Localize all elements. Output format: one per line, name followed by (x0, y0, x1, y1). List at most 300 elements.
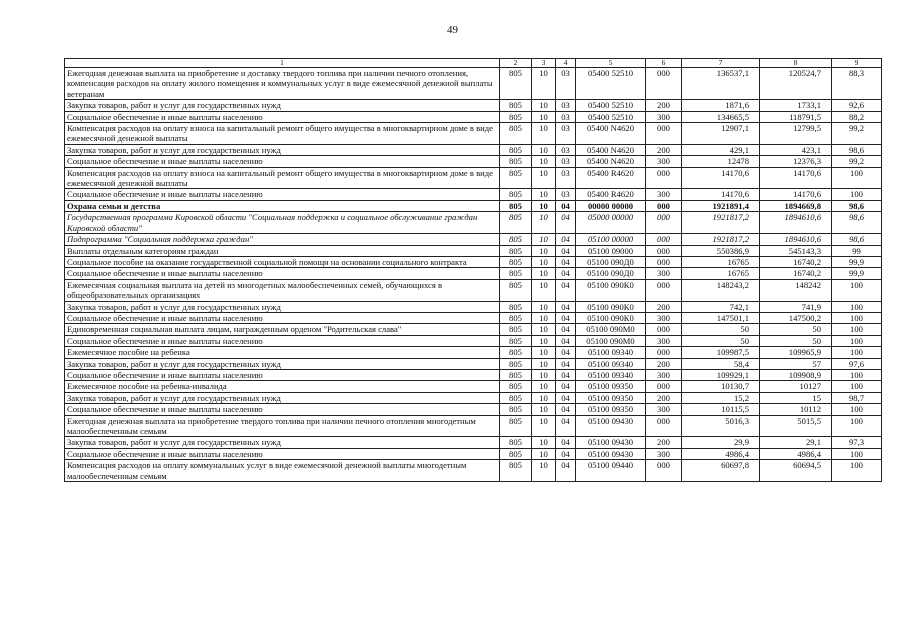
target-article-code-cell: 05100 090Д0 (576, 268, 646, 279)
expense-name-cell: Охрана семьи и детства (65, 200, 500, 211)
execution-percent-cell: 98,7 (832, 392, 882, 403)
executed-amount-cell: 1894610,6 (760, 212, 832, 234)
execution-percent-cell: 98,6 (832, 212, 882, 234)
section-code-cell: 10 (532, 279, 556, 301)
executed-amount-cell: 10112 (760, 404, 832, 415)
ministry-code-cell: 805 (500, 245, 532, 256)
table-row (65, 415, 882, 437)
column-header-5: 5 (576, 59, 646, 68)
execution-percent-cell: 100 (832, 167, 882, 189)
ministry-code-cell: 805 (500, 100, 532, 111)
target-article-code-cell: 05400 R4620 (576, 189, 646, 200)
expense-name-cell: Социальное обеспечение и иные выплаты населению (65, 369, 500, 380)
target-article-code-cell: 05400 N4620 (576, 156, 646, 167)
execution-percent-cell: 88,2 (832, 111, 882, 122)
expense-name-cell: Социальное обеспечение и иные выплаты населению (65, 111, 500, 122)
planned-amount-cell: 58,4 (682, 358, 760, 369)
subsection-code-cell: 04 (556, 437, 576, 448)
expense-name-cell: Компенсация расходов на оплату коммунальных услуг в виде ежемесячной денежной выплаты многодетным малообеспеченным семьям (65, 460, 500, 482)
table-row (65, 245, 882, 256)
ministry-code-cell: 805 (500, 347, 532, 358)
table-row (65, 156, 882, 167)
subsection-code-cell: 04 (556, 245, 576, 256)
expense-type-code-cell: 000 (646, 212, 682, 234)
table-row (65, 212, 882, 234)
subsection-code-cell: 04 (556, 381, 576, 392)
execution-percent-cell: 100 (832, 312, 882, 323)
target-article-code-cell: 05100 09350 (576, 381, 646, 392)
expense-name-cell: Ежегодная денежная выплата на приобретение и доставку твердого топлива при наличии печного отопления, компенсация расходов на оплату жилого помещения и коммунальных услуг в виде ежемесячной денежной выплаты ветеранам (65, 68, 500, 100)
table-row (65, 200, 882, 211)
expense-name-cell: Компенсация расходов на оплату взноса на капитальный ремонт общего имущества в многоквартирном доме в виде ежемесячной денежной выплаты (65, 123, 500, 145)
target-article-code-cell: 05100 09350 (576, 392, 646, 403)
column-header-6: 6 (646, 59, 682, 68)
planned-amount-cell: 50 (682, 335, 760, 346)
expense-name-cell: Социальное обеспечение и иные выплаты населению (65, 312, 500, 323)
planned-amount-cell: 10115,5 (682, 404, 760, 415)
execution-percent-cell: 88,3 (832, 68, 882, 100)
ministry-code-cell: 805 (500, 404, 532, 415)
executed-amount-cell: 57 (760, 358, 832, 369)
ministry-code-cell: 805 (500, 392, 532, 403)
section-code-cell: 10 (532, 347, 556, 358)
table-row (65, 335, 882, 346)
expense-name-cell: Ежегодная денежная выплата на приобретение твердого топлива при наличии печного отопления многодетным малообеспеченным семьям (65, 415, 500, 437)
expense-name-cell: Закупка товаров, работ и услуг для государственных нужд (65, 144, 500, 155)
budget-table (64, 58, 882, 482)
execution-percent-cell: 100 (832, 324, 882, 335)
ministry-code-cell: 805 (500, 437, 532, 448)
execution-percent-cell: 98,6 (832, 234, 882, 245)
planned-amount-cell: 15,2 (682, 392, 760, 403)
ministry-code-cell: 805 (500, 312, 532, 323)
ministry-code-cell: 805 (500, 268, 532, 279)
expense-name-cell: Социальное обеспечение и иные выплаты населению (65, 404, 500, 415)
executed-amount-cell: 50 (760, 324, 832, 335)
subsection-code-cell: 03 (556, 167, 576, 189)
expense-type-code-cell: 300 (646, 404, 682, 415)
subsection-code-cell: 04 (556, 301, 576, 312)
target-article-code-cell: 05400 52510 (576, 100, 646, 111)
expense-type-code-cell: 300 (646, 448, 682, 459)
expense-type-code-cell: 000 (646, 347, 682, 358)
table-row (65, 189, 882, 200)
section-code-cell: 10 (532, 369, 556, 380)
execution-percent-cell: 100 (832, 369, 882, 380)
expense-name-cell: Ежемесячное пособие на ребенка-инвалида (65, 381, 500, 392)
expense-name-cell: Единовременная социальная выплата лицам, награжденным орденом "Родительская слава" (65, 324, 500, 335)
subsection-code-cell: 03 (556, 156, 576, 167)
executed-amount-cell: 1894669,8 (760, 200, 832, 211)
section-code-cell: 10 (532, 144, 556, 155)
subsection-code-cell: 04 (556, 234, 576, 245)
planned-amount-cell: 29,9 (682, 437, 760, 448)
executed-amount-cell: 16740,2 (760, 256, 832, 267)
target-article-code-cell: 05100 09350 (576, 404, 646, 415)
executed-amount-cell: 147500,2 (760, 312, 832, 323)
subsection-code-cell: 04 (556, 312, 576, 323)
target-article-code-cell: 05400 N4620 (576, 144, 646, 155)
planned-amount-cell: 147501,1 (682, 312, 760, 323)
executed-amount-cell: 12799,5 (760, 123, 832, 145)
section-code-cell: 10 (532, 123, 556, 145)
planned-amount-cell: 12478 (682, 156, 760, 167)
expense-name-cell: Социальное обеспечение и иные выплаты населению (65, 268, 500, 279)
ministry-code-cell: 805 (500, 234, 532, 245)
table-row (65, 404, 882, 415)
subsection-code-cell: 03 (556, 144, 576, 155)
section-code-cell: 10 (532, 448, 556, 459)
expense-name-cell: Социальное обеспечение и иные выплаты населению (65, 156, 500, 167)
column-header-4: 4 (556, 59, 576, 68)
expense-name-cell: Ежемесячное пособие на ребенка (65, 347, 500, 358)
subsection-code-cell: 04 (556, 268, 576, 279)
executed-amount-cell: 29,1 (760, 437, 832, 448)
table-row (65, 358, 882, 369)
planned-amount-cell: 134665,5 (682, 111, 760, 122)
planned-amount-cell: 5016,3 (682, 415, 760, 437)
planned-amount-cell: 16765 (682, 268, 760, 279)
target-article-code-cell: 05400 N4620 (576, 123, 646, 145)
executed-amount-cell: 109908,9 (760, 369, 832, 380)
execution-percent-cell: 99,2 (832, 156, 882, 167)
expense-type-code-cell: 200 (646, 301, 682, 312)
execution-percent-cell: 97,6 (832, 358, 882, 369)
planned-amount-cell: 1921891,4 (682, 200, 760, 211)
table-row (65, 68, 882, 100)
section-code-cell: 10 (532, 358, 556, 369)
table-row (65, 460, 882, 482)
target-article-code-cell: 00000 00000 (576, 200, 646, 211)
section-code-cell: 10 (532, 167, 556, 189)
section-code-cell: 10 (532, 324, 556, 335)
ministry-code-cell: 805 (500, 156, 532, 167)
target-article-code-cell: 05100 090К0 (576, 301, 646, 312)
section-code-cell: 10 (532, 301, 556, 312)
column-header-8: 8 (760, 59, 832, 68)
ministry-code-cell: 805 (500, 324, 532, 335)
subsection-code-cell: 03 (556, 189, 576, 200)
table-row (65, 268, 882, 279)
section-code-cell: 10 (532, 212, 556, 234)
planned-amount-cell: 148243,2 (682, 279, 760, 301)
executed-amount-cell: 12376,3 (760, 156, 832, 167)
section-code-cell: 10 (532, 312, 556, 323)
subsection-code-cell: 04 (556, 448, 576, 459)
section-code-cell: 10 (532, 245, 556, 256)
section-code-cell: 10 (532, 381, 556, 392)
expense-type-code-cell: 300 (646, 369, 682, 380)
subsection-code-cell: 04 (556, 335, 576, 346)
target-article-code-cell: 05100 09340 (576, 369, 646, 380)
table-row (65, 301, 882, 312)
expense-name-cell: Закупка товаров, работ и услуг для государственных нужд (65, 437, 500, 448)
target-article-code-cell: 05100 09430 (576, 437, 646, 448)
target-article-code-cell: 05100 090К0 (576, 312, 646, 323)
planned-amount-cell: 1921817,2 (682, 234, 760, 245)
subsection-code-cell: 04 (556, 347, 576, 358)
expense-type-code-cell: 000 (646, 415, 682, 437)
expense-name-cell: Закупка товаров, работ и услуг для государственных нужд (65, 358, 500, 369)
planned-amount-cell: 109929,1 (682, 369, 760, 380)
table-row (65, 347, 882, 358)
expense-type-code-cell: 200 (646, 358, 682, 369)
section-code-cell: 10 (532, 437, 556, 448)
ministry-code-cell: 805 (500, 123, 532, 145)
execution-percent-cell: 92,6 (832, 100, 882, 111)
target-article-code-cell: 05100 09430 (576, 448, 646, 459)
executed-amount-cell: 741,9 (760, 301, 832, 312)
planned-amount-cell: 109987,5 (682, 347, 760, 358)
executed-amount-cell: 15 (760, 392, 832, 403)
expense-name-cell: Закупка товаров, работ и услуг для государственных нужд (65, 301, 500, 312)
planned-amount-cell: 550386,9 (682, 245, 760, 256)
expense-type-code-cell: 000 (646, 324, 682, 335)
expense-type-code-cell: 300 (646, 335, 682, 346)
subsection-code-cell: 04 (556, 212, 576, 234)
target-article-code-cell: 05100 090М0 (576, 324, 646, 335)
ministry-code-cell: 805 (500, 415, 532, 437)
ministry-code-cell: 805 (500, 68, 532, 100)
section-code-cell: 10 (532, 100, 556, 111)
column-header-7: 7 (682, 59, 760, 68)
executed-amount-cell: 1733,1 (760, 100, 832, 111)
executed-amount-cell: 50 (760, 335, 832, 346)
section-code-cell: 10 (532, 335, 556, 346)
target-article-code-cell: 05400 52510 (576, 111, 646, 122)
expense-type-code-cell: 200 (646, 144, 682, 155)
ministry-code-cell: 805 (500, 460, 532, 482)
expense-type-code-cell: 300 (646, 111, 682, 122)
subsection-code-cell: 04 (556, 256, 576, 267)
execution-percent-cell: 100 (832, 404, 882, 415)
section-code-cell: 10 (532, 68, 556, 100)
ministry-code-cell: 805 (500, 358, 532, 369)
planned-amount-cell: 136537,1 (682, 68, 760, 100)
ministry-code-cell: 805 (500, 279, 532, 301)
executed-amount-cell: 16740,2 (760, 268, 832, 279)
table-row (65, 437, 882, 448)
expense-name-cell: Социальное обеспечение и иные выплаты населению (65, 448, 500, 459)
planned-amount-cell: 742,1 (682, 301, 760, 312)
executed-amount-cell: 545143,3 (760, 245, 832, 256)
section-code-cell: 10 (532, 256, 556, 267)
executed-amount-cell: 148242 (760, 279, 832, 301)
table-row (65, 392, 882, 403)
expense-type-code-cell: 000 (646, 460, 682, 482)
execution-percent-cell: 100 (832, 460, 882, 482)
section-code-cell: 10 (532, 189, 556, 200)
expense-type-code-cell: 000 (646, 167, 682, 189)
planned-amount-cell: 50 (682, 324, 760, 335)
table-row (65, 234, 882, 245)
executed-amount-cell: 60694,5 (760, 460, 832, 482)
subsection-code-cell: 04 (556, 200, 576, 211)
expense-name-cell: Закупка товаров, работ и услуг для государственных нужд (65, 392, 500, 403)
section-code-cell: 10 (532, 460, 556, 482)
planned-amount-cell: 1871,6 (682, 100, 760, 111)
planned-amount-cell: 429,1 (682, 144, 760, 155)
section-code-cell: 10 (532, 111, 556, 122)
expense-type-code-cell: 300 (646, 189, 682, 200)
executed-amount-cell: 10127 (760, 381, 832, 392)
table-row (65, 279, 882, 301)
target-article-code-cell: 05100 090М0 (576, 335, 646, 346)
table-row (65, 256, 882, 267)
execution-percent-cell: 100 (832, 301, 882, 312)
section-code-cell: 10 (532, 268, 556, 279)
planned-amount-cell: 12907,1 (682, 123, 760, 145)
target-article-code-cell: 05000 00000 (576, 212, 646, 234)
ministry-code-cell: 805 (500, 448, 532, 459)
table-body (65, 68, 882, 482)
executed-amount-cell: 14170,6 (760, 189, 832, 200)
table-row (65, 111, 882, 122)
expense-name-cell: Социальное обеспечение и иные выплаты населению (65, 335, 500, 346)
ministry-code-cell: 805 (500, 212, 532, 234)
execution-percent-cell: 100 (832, 347, 882, 358)
execution-percent-cell: 100 (832, 448, 882, 459)
planned-amount-cell: 14170,6 (682, 189, 760, 200)
expense-name-cell: Компенсация расходов на оплату взноса на капитальный ремонт общего имущества в многоквартирном доме в виде ежемесячной денежной выплаты (65, 167, 500, 189)
expense-type-code-cell: 000 (646, 234, 682, 245)
expense-type-code-cell: 200 (646, 392, 682, 403)
executed-amount-cell: 109965,9 (760, 347, 832, 358)
expense-name-cell: Ежемесячная социальная выплата на детей из многодетных малообеспеченных семей, обучающихся в общеобразовательных организациях (65, 279, 500, 301)
executed-amount-cell: 120524,7 (760, 68, 832, 100)
subsection-code-cell: 04 (556, 369, 576, 380)
ministry-code-cell: 805 (500, 335, 532, 346)
expense-type-code-cell: 000 (646, 279, 682, 301)
planned-amount-cell: 14170,6 (682, 167, 760, 189)
expense-name-cell: Выплаты отдельным категориям граждан (65, 245, 500, 256)
section-code-cell: 10 (532, 404, 556, 415)
target-article-code-cell: 05100 09340 (576, 358, 646, 369)
ministry-code-cell: 805 (500, 189, 532, 200)
subsection-code-cell: 03 (556, 123, 576, 145)
ministry-code-cell: 805 (500, 301, 532, 312)
ministry-code-cell: 805 (500, 256, 532, 267)
execution-percent-cell: 98,6 (832, 144, 882, 155)
target-article-code-cell: 05400 R4620 (576, 167, 646, 189)
execution-percent-cell: 100 (832, 189, 882, 200)
column-header-9: 9 (832, 59, 882, 68)
table-row (65, 381, 882, 392)
execution-percent-cell: 99,9 (832, 256, 882, 267)
subsection-code-cell: 04 (556, 324, 576, 335)
expense-name-cell: Государственная программа Кировской области "Социальная поддержка и социальное обслуживание граждан Кировской области" (65, 212, 500, 234)
section-code-cell: 10 (532, 415, 556, 437)
executed-amount-cell: 4986,4 (760, 448, 832, 459)
table-row (65, 100, 882, 111)
execution-percent-cell: 99,2 (832, 123, 882, 145)
ministry-code-cell: 805 (500, 167, 532, 189)
header-row (65, 59, 882, 68)
target-article-code-cell: 05100 09440 (576, 460, 646, 482)
table-row (65, 144, 882, 155)
subsection-code-cell: 04 (556, 392, 576, 403)
expense-type-code-cell: 000 (646, 245, 682, 256)
execution-percent-cell: 99 (832, 245, 882, 256)
execution-percent-cell: 99,9 (832, 268, 882, 279)
table-row (65, 312, 882, 323)
expense-type-code-cell: 200 (646, 100, 682, 111)
expense-name-cell: Социальное обеспечение и иные выплаты населению (65, 189, 500, 200)
table-row (65, 167, 882, 189)
subsection-code-cell: 04 (556, 415, 576, 437)
expense-type-code-cell: 000 (646, 123, 682, 145)
execution-percent-cell: 100 (832, 335, 882, 346)
expense-type-code-cell: 300 (646, 268, 682, 279)
expense-type-code-cell: 300 (646, 312, 682, 323)
target-article-code-cell: 05100 090Д0 (576, 256, 646, 267)
expense-name-cell: Закупка товаров, работ и услуг для государственных нужд (65, 100, 500, 111)
subsection-code-cell: 03 (556, 68, 576, 100)
execution-percent-cell: 98,6 (832, 200, 882, 211)
section-code-cell: 10 (532, 156, 556, 167)
ministry-code-cell: 805 (500, 111, 532, 122)
column-header-1: 1 (65, 59, 500, 68)
subsection-code-cell: 04 (556, 279, 576, 301)
execution-percent-cell: 100 (832, 279, 882, 301)
target-article-code-cell: 05400 52510 (576, 68, 646, 100)
target-article-code-cell: 05100 09340 (576, 347, 646, 358)
planned-amount-cell: 10130,7 (682, 381, 760, 392)
executed-amount-cell: 1894610,6 (760, 234, 832, 245)
expense-type-code-cell: 000 (646, 68, 682, 100)
column-header-2: 2 (500, 59, 532, 68)
expense-name-cell: Социальное пособие на оказание государственной социальной помощи на основании социального контракта (65, 256, 500, 267)
subsection-code-cell: 03 (556, 100, 576, 111)
expense-type-code-cell: 200 (646, 437, 682, 448)
planned-amount-cell: 16765 (682, 256, 760, 267)
executed-amount-cell: 14170,6 (760, 167, 832, 189)
expense-type-code-cell: 000 (646, 256, 682, 267)
planned-amount-cell: 60697,8 (682, 460, 760, 482)
table-row (65, 123, 882, 145)
section-code-cell: 10 (532, 392, 556, 403)
execution-percent-cell: 97,3 (832, 437, 882, 448)
target-article-code-cell: 05100 09430 (576, 415, 646, 437)
ministry-code-cell: 805 (500, 381, 532, 392)
target-article-code-cell: 05100 00000 (576, 234, 646, 245)
subsection-code-cell: 03 (556, 111, 576, 122)
ministry-code-cell: 805 (500, 200, 532, 211)
section-code-cell: 10 (532, 234, 556, 245)
expense-type-code-cell: 000 (646, 200, 682, 211)
execution-percent-cell: 100 (832, 381, 882, 392)
subsection-code-cell: 04 (556, 460, 576, 482)
executed-amount-cell: 5015,5 (760, 415, 832, 437)
planned-amount-cell: 1921817,2 (682, 212, 760, 234)
executed-amount-cell: 423,1 (760, 144, 832, 155)
ministry-code-cell: 805 (500, 144, 532, 155)
table-row (65, 369, 882, 380)
target-article-code-cell: 05100 09000 (576, 245, 646, 256)
table-row (65, 448, 882, 459)
section-code-cell: 10 (532, 200, 556, 211)
expense-name-cell: Подпрограмма "Социальная поддержка граждан" (65, 234, 500, 245)
subsection-code-cell: 04 (556, 404, 576, 415)
target-article-code-cell: 05100 090К0 (576, 279, 646, 301)
table-row (65, 324, 882, 335)
execution-percent-cell: 100 (832, 415, 882, 437)
page-number: 49 (447, 24, 458, 36)
expense-type-code-cell: 300 (646, 156, 682, 167)
ministry-code-cell: 805 (500, 369, 532, 380)
subsection-code-cell: 04 (556, 358, 576, 369)
expense-type-code-cell: 000 (646, 381, 682, 392)
